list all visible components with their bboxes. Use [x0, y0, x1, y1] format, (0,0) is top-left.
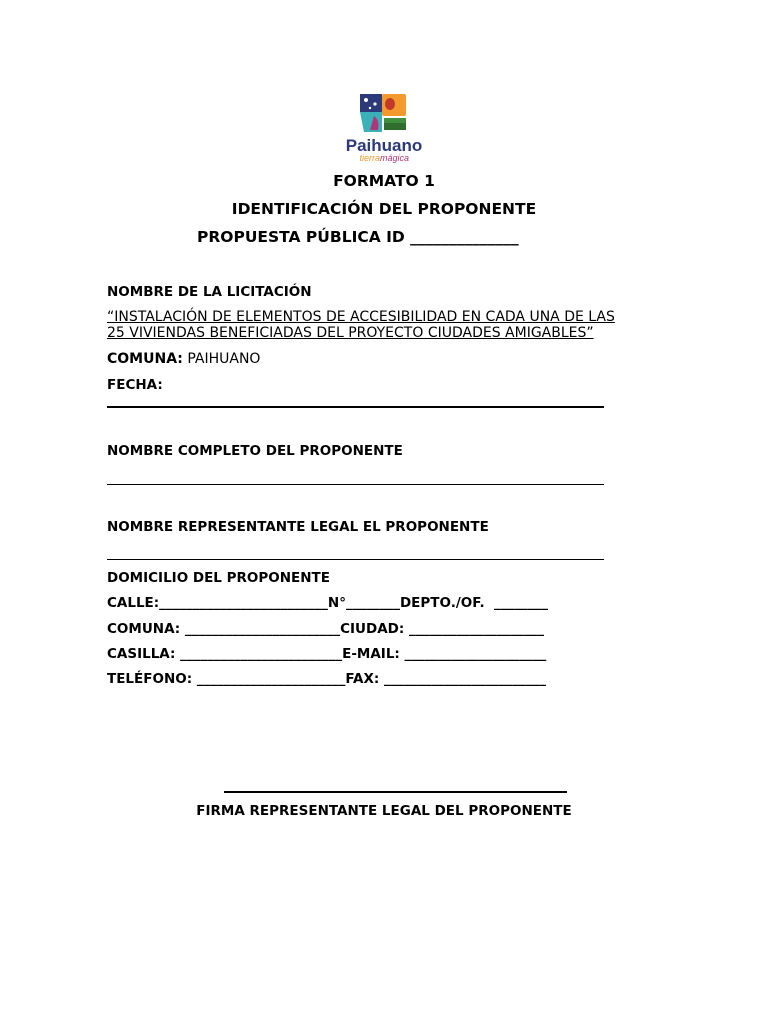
paihuano-logo	[334, 90, 434, 166]
document-title: IDENTIFICACIÓN DEL PROPONENTE	[231, 200, 537, 218]
comuna-label: COMUNA:	[107, 351, 183, 367]
legal-rep-underline	[107, 559, 604, 560]
logo-graphic	[334, 90, 434, 166]
city-line: COMUNA: _______________________CIUDAD: ____________________	[107, 621, 544, 637]
mailbox-email-line: CASILLA: ________________________E-MAIL: _____________________	[107, 646, 547, 662]
signature-line	[224, 791, 567, 793]
bidder-name-underline	[107, 484, 604, 485]
tender-name-line-1: “INSTALACIÓN DE ELEMENTOS DE ACCESIBILIDAD EN CADA UNA DE LAS	[107, 309, 615, 325]
street-line: CALLE:_________________________N°________DEPTO./OF. ________	[107, 595, 548, 611]
comuna-value: PAIHUANO	[182, 351, 261, 367]
tender-name-line-2: 25 VIVIENDAS BENEFICIADAS DEL PROYECTO CIUDADES AMIGABLES”	[107, 325, 594, 341]
fecha-underline	[107, 406, 604, 408]
phone-fax-line: TELÉFONO: ______________________FAX: ________________________	[107, 671, 546, 687]
address-label: DOMICILIO DEL PROPONENTE	[107, 570, 330, 586]
bidder-name-label: NOMBRE COMPLETO DEL PROPONENTE	[107, 443, 403, 459]
proposal-id-line: PROPUESTA PÚBLICA ID ______________	[197, 228, 519, 246]
format-title: FORMATO 1	[333, 172, 435, 190]
comuna-row	[107, 351, 260, 367]
logo-name: Paihuano	[345, 136, 423, 155]
logo-tagline: tierramágica	[359, 153, 409, 163]
tender-name-label: NOMBRE DE LA LICITACIÓN	[107, 284, 312, 300]
fecha-label: FECHA:	[107, 377, 163, 393]
logo-navy-block	[360, 94, 382, 112]
signature-label: FIRMA REPRESENTANTE LEGAL DEL PROPONENTE	[196, 803, 572, 819]
legal-rep-label: NOMBRE REPRESENTANTE LEGAL EL PROPONENTE	[107, 519, 489, 535]
